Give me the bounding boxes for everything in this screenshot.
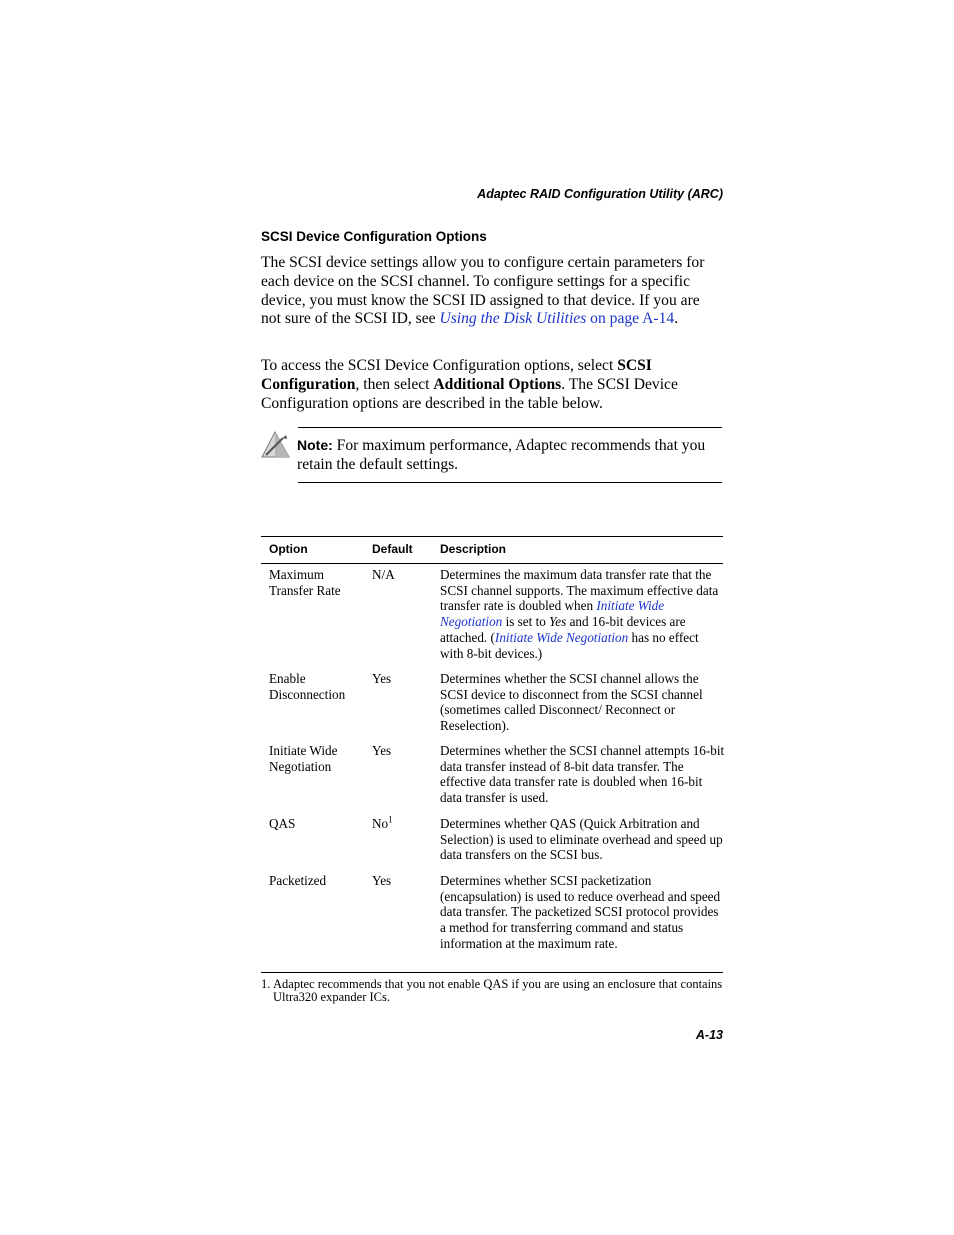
footnote-number: 1.	[261, 977, 271, 991]
table-row-option: Maximum Transfer Rate	[269, 567, 341, 598]
table-row-default: Yes	[372, 873, 392, 888]
header-description: Description	[440, 542, 507, 556]
access-paragraph: To access the SCSI Device Configuration options, select SCSI Configuration, then select Additional Options. The SCSI Device Configuration options are described in the table below.	[261, 357, 678, 412]
table-row-option: QAS	[269, 816, 296, 831]
table-row-default: N/A	[372, 567, 395, 582]
disk-utilities-link[interactable]: Using the Disk Utilities on page A-14	[439, 310, 675, 328]
table-top-rule	[261, 536, 723, 537]
note-label: Note:	[297, 437, 333, 453]
table-row-default: Yes	[372, 671, 392, 686]
table-bottom-rule	[261, 972, 723, 973]
table-row-option: Initiate Wide Negotiation	[269, 743, 338, 774]
table-row-option: Packetized	[269, 873, 327, 888]
header-option: Option	[269, 542, 308, 556]
footnote-text: Adaptec recommends that you not enable QAS if you are using an enclosure that contains Ultra320 expander ICs.	[273, 977, 723, 1004]
footnote	[261, 978, 723, 1004]
running-head: Adaptec RAID Configuration Utility (ARC)	[477, 187, 723, 201]
additional-options-term: Additional Options	[433, 375, 562, 393]
table-row-default: No$^1$	[372, 814, 393, 831]
note-bottom-rule	[298, 482, 722, 483]
table-header-rule	[261, 563, 723, 564]
table-row-description: Determines whether the SCSI channel allows the SCSI device to disconnect from the SCSI channel (sometimes called Disconnect/ Reconnect or Reselection).	[440, 671, 703, 734]
intro-paragraph: The SCSI device settings allow you to configure certain parameters for each device on the SCSI channel. To configure settings for a specific device, you must know the SCSI ID assigned to that device. If you are not sure of the SCSI ID, see Using the Disk Utilities on page A-14.	[261, 254, 705, 328]
initiate-wide-negotiation-link[interactable]: Initiate Wide Negotiation	[440, 598, 665, 630]
section-title: SCSI Device Configuration Options	[261, 229, 487, 244]
initiate-wide-negotiation-link[interactable]: Initiate Wide Negotiation	[494, 629, 629, 645]
table-row-option: Enable Disconnection	[269, 671, 346, 702]
intro-text: The SCSI device settings allow you to configure certain parameters for each device on the SCSI channel. To configure settings for a specific device, you must know the SCSI ID assigned to that device. If you are not sure of the SCSI ID, see	[261, 254, 705, 328]
table-row-description: Determines whether QAS (Quick Arbitration and Selection) is used to eliminate overhead and speed up data transfers on the SCSI bus.	[440, 816, 723, 863]
table-row-description: Determines whether the SCSI channel attempts 16-bit data transfer instead of 8-bit data transfer. The effective data transfer rate is doubled when 16-bit data transfer is used.	[440, 743, 725, 806]
note-text: Note: For maximum performance, Adaptec recommends that you retain the default settings.	[297, 437, 706, 473]
page-number: A-13	[695, 1028, 723, 1042]
table-row-description: Determines whether SCSI packetization (encapsulation) is used to reduce overhead and speed data transfer. The packetized SCSI protocol provides a method for transferring command and status information at the maximum rate.	[440, 873, 721, 951]
footnote-marker: 1	[388, 814, 393, 825]
table-row-description: Determines the maximum data transfer rate that the SCSI channel supports. The maximum effective data transfer rate is doubled when Initiate Wide Negotiation is set to Yes and 16-bit devices are attached. (Initiate Wide Negotiation has no effect with 8-bit devices.)	[440, 567, 719, 661]
table-row-default: Yes	[372, 743, 392, 758]
note-top-rule	[298, 427, 722, 428]
note-pencil-icon	[261, 430, 290, 458]
header-default: Default	[372, 542, 413, 556]
scsi-configuration-term: SCSI Configuration	[261, 357, 652, 393]
